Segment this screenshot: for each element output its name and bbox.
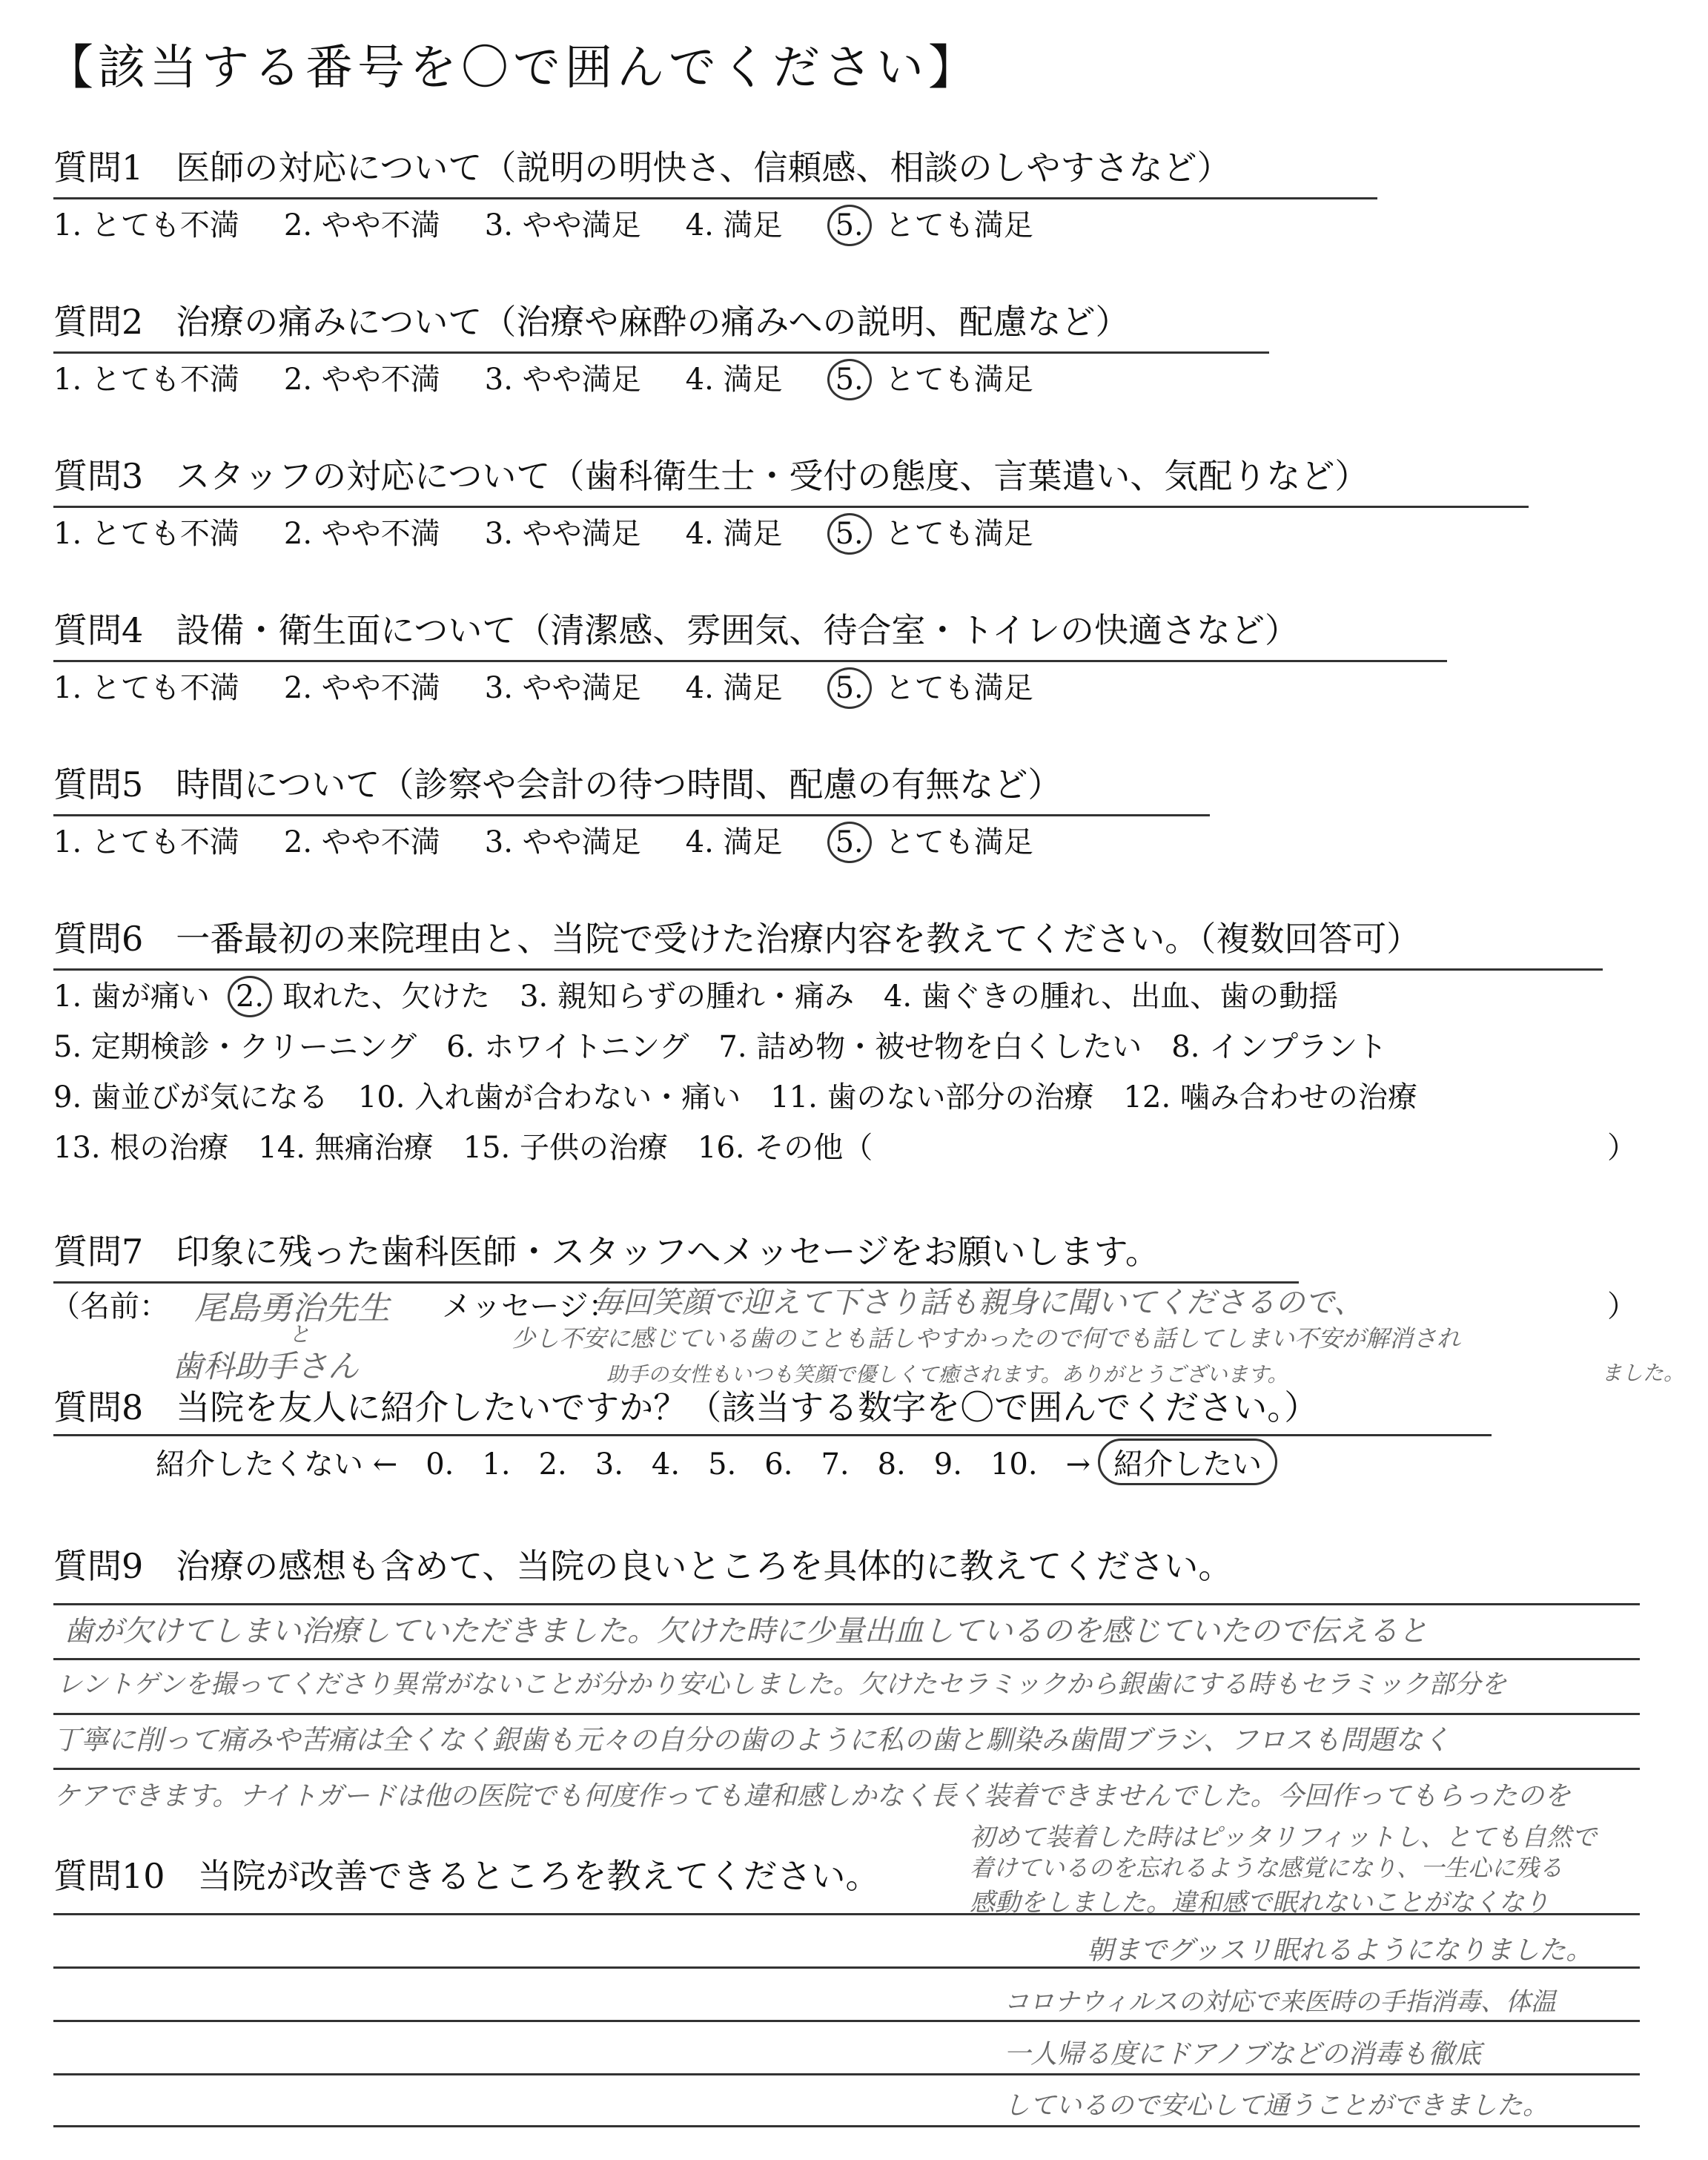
- q3-option-2[interactable]: 2. やや不満: [283, 517, 440, 551]
- question-5-number: 質問5: [53, 764, 144, 805]
- q6-option-7[interactable]: 7. 詰め物・被せ物を白くしたい: [718, 1030, 1142, 1064]
- question-7-number: 質問7: [53, 1232, 144, 1272]
- q2-option-1[interactable]: 1. とても不満: [53, 363, 239, 397]
- q5-option-1[interactable]: 1. とても不満: [53, 825, 239, 859]
- q1-option-1[interactable]: 1. とても不満: [53, 208, 239, 242]
- q6-option-11[interactable]: 11. 歯のない部分の治療: [770, 1080, 1094, 1114]
- q10-handwritten-line-3: 感動をしました。違和感で眠れないことがなくなり: [970, 1888, 1549, 1918]
- question-6-row-4: [53, 1124, 902, 1166]
- q7-handwritten-name-2: 歯科助手さん: [172, 1348, 360, 1384]
- q4-option-5-selected[interactable]: [827, 667, 872, 709]
- q2-option-3[interactable]: 3. やや満足: [484, 363, 641, 397]
- question-9-title: [53, 1539, 1232, 1596]
- q2-option-2[interactable]: 2. やや不満: [283, 363, 440, 397]
- q8-value-3[interactable]: 3.: [595, 1447, 623, 1482]
- q8-value-9[interactable]: 9.: [933, 1447, 962, 1482]
- question-5-title: [53, 758, 1210, 816]
- q6-other-close-paren: ）: [1607, 1131, 1637, 1165]
- question-1-title: [53, 141, 1377, 199]
- q8-scale-left-label: 紹介したくない ←: [156, 1447, 398, 1482]
- question-3-title: [53, 449, 1529, 508]
- q8-value-5[interactable]: 5.: [708, 1447, 737, 1482]
- page-title: 【該当する番号を〇で囲んでください】: [46, 41, 980, 96]
- q4-option-2[interactable]: 2. やや不満: [283, 671, 440, 705]
- q8-value-8[interactable]: 8.: [877, 1447, 906, 1482]
- q1-option-5-selected[interactable]: [827, 205, 872, 246]
- question-6-number: 質問6: [53, 919, 144, 959]
- q10-line-5: [53, 2125, 1640, 2127]
- q4-option-3[interactable]: 3. やや満足: [484, 671, 641, 705]
- question-6-row-3: [53, 1074, 1447, 1116]
- q5-option-5-selected[interactable]: [827, 822, 872, 863]
- q8-scale-arrow: →: [1065, 1447, 1091, 1482]
- q9-handwritten-line-2: レントゲンを撮ってくださり異常がないことが分かり安心しました。欠けたセラミックから銀歯にする時もセラミック部分を: [56, 1670, 1507, 1700]
- q6-option-5[interactable]: 5. 定期検診・クリーニング: [53, 1030, 417, 1064]
- q6-option-6[interactable]: 6. ホワイトニング: [446, 1030, 689, 1064]
- question-10-text: 当院が改善できるところを教えてください。: [197, 1856, 880, 1896]
- q6-option-2-selected[interactable]: [228, 976, 272, 1017]
- question-9-number: 質問9: [53, 1546, 144, 1586]
- q5-option-5-label: とても満足: [884, 825, 1033, 859]
- question-8-underline: [53, 1434, 1492, 1436]
- selected-circle: 5.: [827, 822, 872, 863]
- question-1-text: 医師の対応について（説明の明快さ、信頼感、相談のしやすさなど）: [176, 148, 1231, 188]
- q1-option-2[interactable]: 2. やや不満: [283, 208, 440, 242]
- question-9-text: 治療の感想も含めて、当院の良いところを具体的に教えてください。: [176, 1546, 1233, 1586]
- question-8-text: 当院を友人に紹介したいですか？（該当する数字を〇で囲んでください。）: [176, 1387, 1319, 1427]
- q6-option-16[interactable]: 16. その他（: [697, 1131, 873, 1165]
- question-10-title: [53, 1849, 880, 1906]
- question-2-text: 治療の痛みについて（治療や麻酔の痛みへの説明、配慮など）: [176, 302, 1130, 342]
- question-5-text: 時間について（診察や会計の待つ時間、配慮の有無など）: [176, 764, 1062, 805]
- q3-option-3[interactable]: 3. やや満足: [484, 517, 641, 551]
- selected-circle: 2.: [228, 976, 272, 1017]
- question-8-number: 質問8: [53, 1387, 144, 1427]
- question-4-title: [53, 604, 1447, 662]
- q9-line-4: [53, 1768, 1640, 1770]
- question-5-options: [53, 819, 1078, 863]
- q6-option-13[interactable]: 13. 根の治療: [53, 1131, 229, 1165]
- question-1-options: [53, 202, 1078, 246]
- q8-value-1[interactable]: 1.: [482, 1447, 511, 1482]
- q6-option-3[interactable]: 3. 親知らずの腫れ・痛み: [520, 980, 854, 1014]
- selected-circle: 5.: [827, 205, 872, 246]
- question-3-number: 質問3: [53, 456, 144, 496]
- q6-option-2-label: 取れた、欠けた: [282, 980, 491, 1014]
- q7-close-paren: ）: [1607, 1289, 1637, 1324]
- q2-option-5-selected[interactable]: [827, 359, 872, 400]
- q8-value-10[interactable]: 10.: [990, 1447, 1038, 1482]
- q9-line-1: [53, 1603, 1640, 1605]
- q8-value-6[interactable]: 6.: [764, 1447, 793, 1482]
- question-3-text: スタッフの対応について（歯科衛生士・受付の態度、言葉遣い、気配りなど）: [176, 456, 1369, 496]
- q1-option-4[interactable]: 4. 満足: [685, 208, 783, 242]
- q6-option-1[interactable]: 1. 歯が痛い: [53, 980, 210, 1014]
- q5-option-2[interactable]: 2. やや不満: [283, 825, 440, 859]
- question-4-text: 設備・衛生面について（清潔感、雰囲気、待合室・トイレの快適さなど）: [176, 610, 1300, 650]
- q8-value-2[interactable]: 2.: [538, 1447, 567, 1482]
- q8-value-0[interactable]: 0.: [426, 1447, 454, 1482]
- q3-option-1[interactable]: 1. とても不満: [53, 517, 239, 551]
- q9-line-2: [53, 1658, 1640, 1660]
- question-7-text: 印象に残った歯科医師・スタッフへメッセージをお願いします。: [176, 1232, 1159, 1272]
- q5-option-4[interactable]: 4. 満足: [685, 825, 783, 859]
- q6-option-8[interactable]: 8. インプラント: [1171, 1030, 1388, 1064]
- question-6-title: [53, 912, 1603, 971]
- q9-handwritten-line-3: 丁寧に削って痛みや苦痛は全くなく銀歯も元々の自分の歯のように私の歯と馴染み歯間ブラシ、フロスも問題なく: [53, 1724, 1451, 1756]
- q6-option-15[interactable]: 15. 子供の治療: [463, 1131, 668, 1165]
- q3-option-4[interactable]: 4. 満足: [685, 517, 783, 551]
- q7-handwritten-message-3: 助手の女性もいつも笑顔で優しくて癒されます。ありがとうございます。: [606, 1362, 1288, 1387]
- q10-line-4: [53, 2073, 1640, 2075]
- q7-name-label: （名前：: [50, 1289, 169, 1324]
- q3-option-5-label: とても満足: [884, 517, 1033, 551]
- question-6-text: 一番最初の来院理由と、当院で受けた治療内容を教えてください。（複数回答可）: [176, 919, 1421, 959]
- q9-handwritten-line-1: 歯が欠けてしまい治療していただきました。欠けた時に少量出血しているのを感じていたので伝えると: [64, 1614, 1428, 1648]
- q4-option-4[interactable]: 4. 満足: [685, 671, 783, 705]
- question-10-number: 質問10: [53, 1856, 165, 1896]
- selected-circle: 5.: [827, 667, 872, 709]
- question-7-title: [53, 1225, 1299, 1284]
- q3-option-5-selected[interactable]: [827, 513, 872, 555]
- q6-option-12[interactable]: 12. 噛み合わせの治療: [1123, 1080, 1417, 1114]
- question-2-options: [53, 356, 1078, 400]
- question-4-options: [53, 664, 1078, 709]
- question-2-number: 質問2: [53, 302, 144, 342]
- question-3-options: [53, 510, 1078, 555]
- q6-option-4[interactable]: 4. 歯ぐきの腫れ、出血、歯の動揺: [883, 980, 1339, 1014]
- q1-option-5-label: とても満足: [884, 208, 1033, 242]
- selected-circle: 5.: [827, 359, 872, 400]
- q6-option-10[interactable]: 10. 入れ歯が合わない・痛い: [357, 1080, 741, 1114]
- q9-line-3: [53, 1713, 1640, 1715]
- q7-message-label: メッセージ：: [442, 1289, 618, 1324]
- question-6-row-1: [53, 973, 1368, 1017]
- q10-handwritten-line-4: 朝までグッスリ眠れるようになりました。: [1087, 1935, 1593, 1966]
- question-4-number: 質問4: [53, 610, 144, 650]
- q8-value-4[interactable]: 4.: [651, 1447, 681, 1482]
- q4-option-5-label: とても満足: [884, 671, 1033, 705]
- q6-option-14[interactable]: 14. 無痛治療: [258, 1131, 434, 1165]
- q7-handwritten-and: と: [289, 1322, 311, 1347]
- q7-handwritten-name-1: 尾島勇治先生: [194, 1289, 390, 1327]
- selected-circle: 5.: [827, 513, 872, 555]
- q10-handwritten-line-7: しているので安心して通うことができました。: [1004, 2091, 1549, 2121]
- question-6-row-2: [53, 1023, 1417, 1066]
- q10-line-3: [53, 2020, 1640, 2022]
- q10-handwritten-line-5: コロナウィルスの対応で来医時の手指消毒、体温: [1004, 1987, 1556, 2017]
- q7-handwritten-message-1: 毎回笑顔で迎えて下さり話も親身に聞いてくださるので、: [593, 1286, 1364, 1320]
- q10-handwritten-line-1: 初めて装着した時はピッタリフィットし、とても自然で: [970, 1823, 1597, 1852]
- q10-handwritten-line-2: 着けているのを忘れるような感覚になり、一生心に残る: [970, 1854, 1563, 1882]
- q4-option-1[interactable]: 1. とても不満: [53, 671, 239, 705]
- q7-handwritten-message-4: ました。: [1601, 1361, 1685, 1385]
- question-8-title: [53, 1381, 1492, 1437]
- q8-scale-right-label-selected[interactable]: 紹介したい: [1098, 1439, 1277, 1485]
- q2-option-4[interactable]: 4. 満足: [685, 363, 783, 397]
- q1-option-3[interactable]: 3. やや満足: [484, 208, 641, 242]
- q10-handwritten-line-6: 一人帰る度にドアノブなどの消毒も徹底: [1004, 2039, 1482, 2070]
- question-1-number: 質問1: [53, 148, 144, 188]
- q2-option-5-label: とても満足: [884, 363, 1033, 397]
- q8-value-7[interactable]: 7.: [821, 1447, 850, 1482]
- q5-option-3[interactable]: 3. やや満足: [484, 825, 641, 859]
- question-2-title: [53, 295, 1269, 354]
- q6-option-9[interactable]: 9. 歯並びが気になる: [53, 1080, 328, 1114]
- q8-recommend-scale: [156, 1439, 1305, 1485]
- q7-handwritten-message-2: 少し不安に感じている歯のことも話しやすかったので何でも話してしまい不安が解消され: [512, 1324, 1461, 1353]
- q9-handwritten-line-4: ケアできます。ナイトガードは他の医院でも何度作っても違和感しかなく長く装着できませんでした。今回作ってもらったのを: [53, 1781, 1571, 1811]
